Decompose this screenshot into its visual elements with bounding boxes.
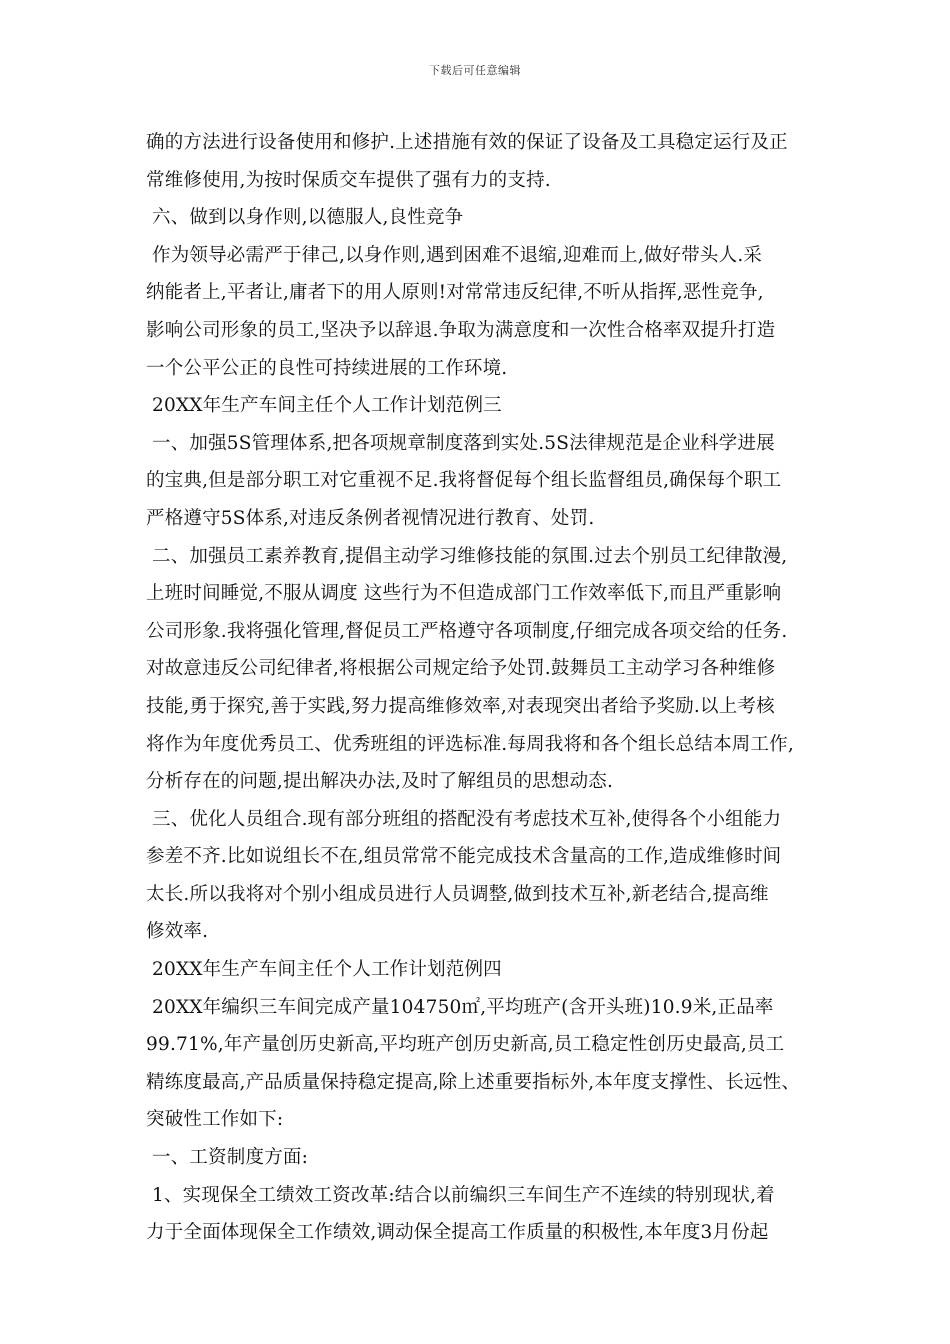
- text-line: 对故意违反公司纪律者,将根据公司规定给予处罚.鼓舞员工主动学习各种维修: [146, 658, 776, 680]
- section-heading: 六、做到以身作则,以德服人,良性竞争: [152, 207, 464, 229]
- text-line: 影响公司形象的员工,坚决予以辞退.争取为满意度和一次性合格率双提升打造: [146, 319, 776, 341]
- text-line: 二、加强员工素养教育,提倡主动学习维修技能的氛围.过去个别员工纪律散漫,: [152, 545, 788, 567]
- text-line: 确的方法进行设备使用和修护.上述措施有效的保证了设备及工具稳定运行及正: [146, 132, 788, 153]
- text-line: 的宝典,但是部分职工对它重视不足.我将督促每个组长监督组员,确保每个职工: [146, 470, 782, 492]
- text-line: 1、实现保全工绩效工资改革:结合以前编织三车间生产不连续的特别现状,着: [152, 1184, 775, 1206]
- text-line: 一个公平公正的良性可持续进展的工作环境.: [146, 357, 508, 379]
- text-line: 作为领导必需严于律己,以身作则,遇到困难不退缩,迎难而上,做好带头人.采: [152, 244, 763, 266]
- text-line: 20XX年编织三车间完成产量104750㎡,平均班产(含开头班)10.9米,正品率: [152, 996, 774, 1018]
- text-line: 一、加强5S管理体系,把各项规章制度落到实处.5S法律规范是企业科学进展: [152, 432, 775, 454]
- text-line: 纳能者上,平者让,庸者下的用人原则!对常常违反纪律,不听从指挥,恶性竞争,: [146, 282, 764, 304]
- text-line: 99.71%,年产量创历史新高,平均班产创历史新高,员工稳定性创历史最高,员工: [146, 1034, 785, 1056]
- text-line: 将作为年度优秀员工、优秀班组的评选标准.每周我将和各个组长总结本周工作,: [146, 733, 794, 755]
- text-line: 分析存在的问题,提出解决办法,及时了解组员的思想动态.: [146, 771, 614, 793]
- text-line: 参差不齐.比如说组长不在,组员常常不能完成技术含量高的工作,造成维修时间: [146, 846, 782, 868]
- text-line: 太长.所以我将对个别小组成员进行人员调整,做到技术互补,新老结合,提高维: [146, 883, 769, 905]
- text-line: 力于全面体现保全工作绩效,调动保全提高工作质量的积极性,本年度3月份起: [146, 1222, 769, 1244]
- text-line: 上班时间睡觉,不服从调度 这些行为不但造成部门工作效率低下,而且严重影响: [146, 583, 782, 605]
- section-heading: 一、工资制度方面:: [152, 1147, 309, 1169]
- text-line: 三、优化人员组合.现有部分班组的搭配没有考虑技术互补,使得各个小组能力: [152, 808, 782, 830]
- text-line: 精练度最高,产品质量保持稳定提高,除上述重要指标外,本年度支撑性、长远性、: [146, 1071, 801, 1093]
- example-title: 20XX年生产车间主任个人工作计划范例四: [152, 959, 502, 981]
- example-title: 20XX年生产车间主任个人工作计划范例三: [152, 395, 502, 417]
- page-header: 下载后可任意编辑: [429, 64, 521, 77]
- text-line: 突破性工作如下:: [146, 1109, 284, 1131]
- text-line: 常维修使用,为按时保质交车提供了强有力的支持.: [146, 169, 551, 191]
- text-line: 严格遵守5S体系,对违反条例者视情况进行教育、处罚.: [146, 507, 595, 529]
- text-line: 修效率.: [146, 921, 209, 943]
- text-line: 技能,勇于探究,善于实践,努力提高维修效率,对表现突出者给予奖励.以上考核: [146, 695, 775, 717]
- text-line: 公司形象.我将强化管理,督促员工严格遵守各项制度,仔细完成各项交给的任务.: [146, 620, 788, 642]
- document-body: [146, 124, 826, 1252]
